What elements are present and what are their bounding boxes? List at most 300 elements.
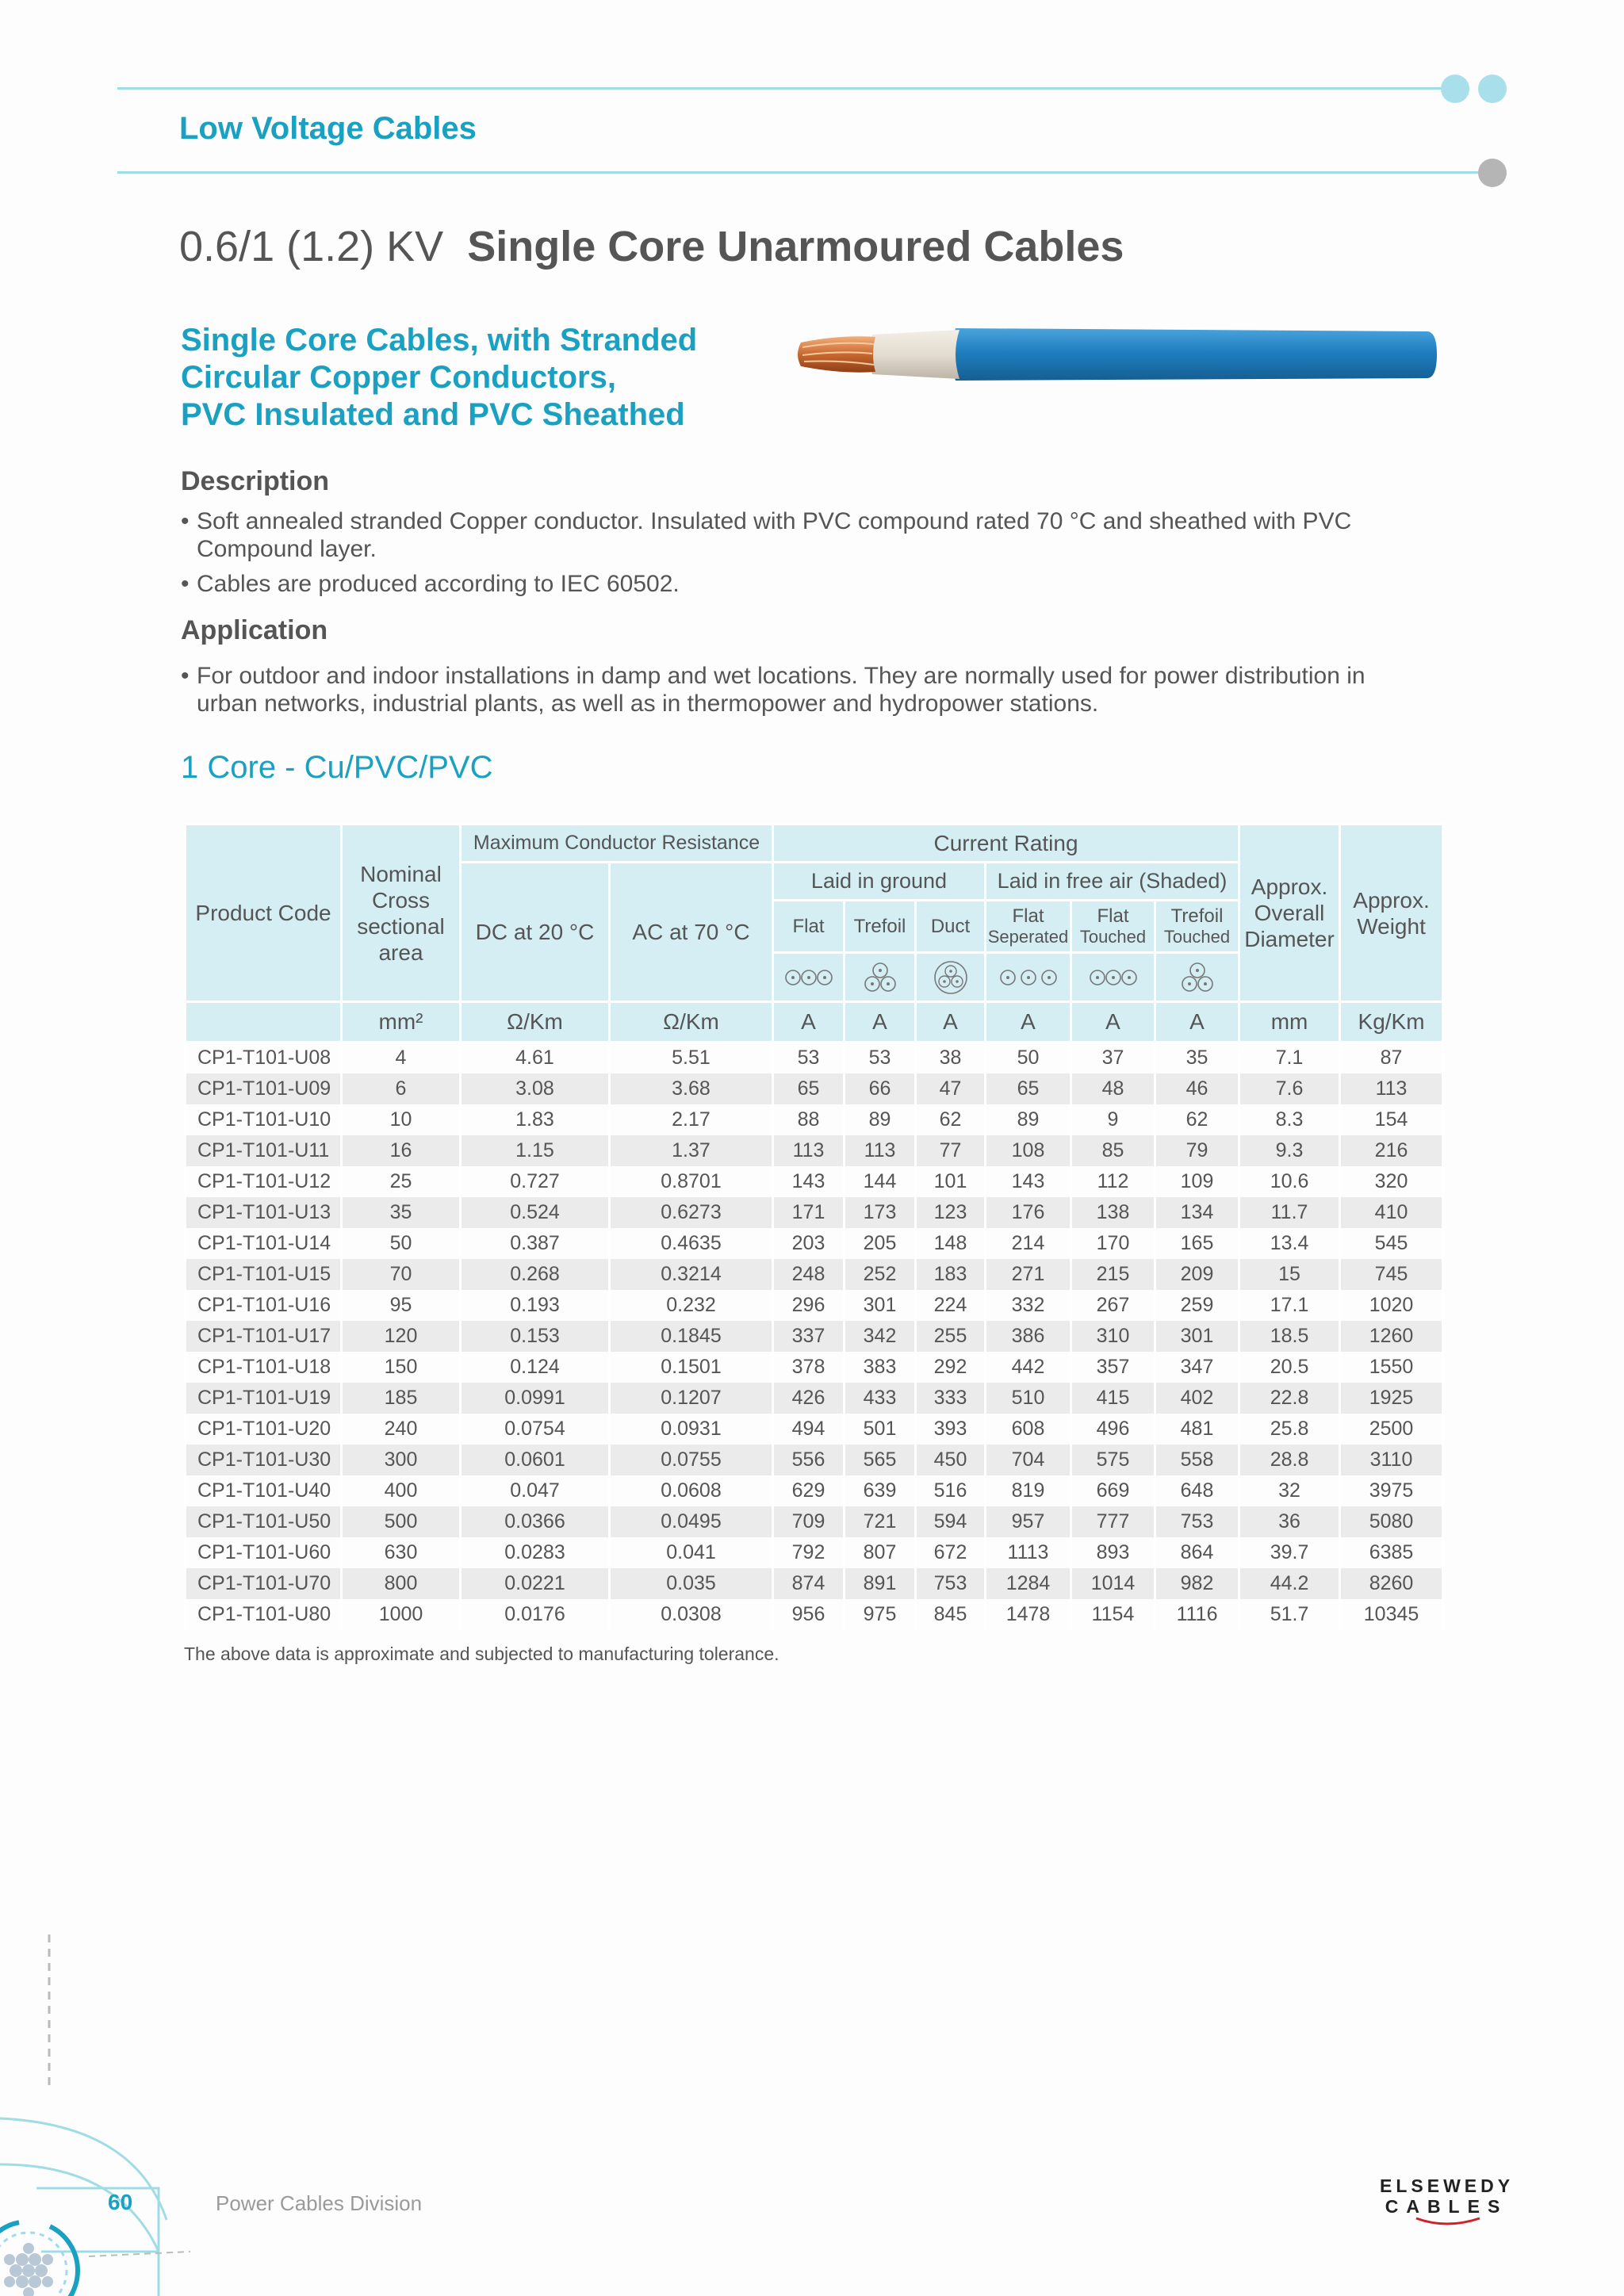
- header-diameter: Approx. Overall Diameter: [1239, 825, 1340, 1002]
- table-cell: 0.0601: [461, 1445, 610, 1475]
- table-row: [186, 1414, 1443, 1445]
- table-cell: 8260: [1340, 1568, 1443, 1599]
- table-cell: 320: [1340, 1166, 1443, 1197]
- table-cell: 10: [342, 1104, 461, 1135]
- table-cell: 36: [1239, 1506, 1340, 1537]
- product-code-cell: CP1-T101-U50: [186, 1506, 342, 1537]
- table-cell: 393: [916, 1414, 986, 1445]
- table-cell: 224: [916, 1290, 986, 1321]
- table-cell: 259: [1155, 1290, 1239, 1321]
- table-row: [186, 1599, 1443, 1630]
- table-cell: 101: [916, 1166, 986, 1197]
- table-cell: 88: [773, 1104, 845, 1135]
- table-cell: 4.61: [461, 1043, 610, 1073]
- table-cell: 120: [342, 1321, 461, 1352]
- table-cell: 16: [342, 1135, 461, 1166]
- table-row: [186, 1197, 1443, 1228]
- table-cell: 1925: [1340, 1383, 1443, 1414]
- unit-cell: Ω/Km: [461, 1002, 610, 1043]
- table-cell: 0.727: [461, 1166, 610, 1197]
- table-cell: 3975: [1340, 1475, 1443, 1506]
- application-heading: Application: [181, 615, 328, 645]
- table-cell: 13.4: [1239, 1228, 1340, 1259]
- table-cell: 11.7: [1239, 1197, 1340, 1228]
- table-cell: 10345: [1340, 1599, 1443, 1630]
- table-cell: 745: [1340, 1259, 1443, 1290]
- table-cell: 565: [845, 1445, 916, 1475]
- table-cell: 20.5: [1239, 1352, 1340, 1383]
- table-cell: 0.124: [461, 1352, 610, 1383]
- flat-touched-icon: [1071, 953, 1155, 1002]
- table-cell: 25.8: [1239, 1414, 1340, 1445]
- table-cell: 630: [342, 1537, 461, 1568]
- table-cell: 53: [845, 1043, 916, 1073]
- table-cell: 0.1501: [610, 1352, 773, 1383]
- bullet-icon: •: [181, 571, 190, 597]
- table-cell: 109: [1155, 1166, 1239, 1197]
- table-cell: 337: [773, 1321, 845, 1352]
- table-cell: 386: [986, 1321, 1071, 1352]
- unit-cell: mm²: [342, 1002, 461, 1043]
- page-number: 60: [108, 2190, 133, 2214]
- product-code-cell: CP1-T101-U70: [186, 1568, 342, 1599]
- header-flat: Flat: [773, 901, 845, 953]
- product-code-cell: CP1-T101-U16: [186, 1290, 342, 1321]
- table-cell: 594: [916, 1506, 986, 1537]
- table-cell: 87: [1340, 1043, 1443, 1073]
- table-cell: 442: [986, 1352, 1071, 1383]
- product-code-cell: CP1-T101-U19: [186, 1383, 342, 1414]
- product-code-cell: CP1-T101-U80: [186, 1599, 342, 1630]
- table-cell: 494: [773, 1414, 845, 1445]
- table-cell: 0.268: [461, 1259, 610, 1290]
- table-cell: 3110: [1340, 1445, 1443, 1475]
- table-cell: 0.0755: [610, 1445, 773, 1475]
- table-cell: 134: [1155, 1197, 1239, 1228]
- table-cell: 77: [916, 1135, 986, 1166]
- table-row: [186, 1537, 1443, 1568]
- table-cell: 0.3214: [610, 1259, 773, 1290]
- table-cell: 143: [773, 1166, 845, 1197]
- table-cell: 648: [1155, 1475, 1239, 1506]
- table-cell: 18.5: [1239, 1321, 1340, 1352]
- division-name: Power Cables Division: [216, 2191, 423, 2215]
- table-cell: 79: [1155, 1135, 1239, 1166]
- table-cell: 1478: [986, 1599, 1071, 1630]
- unit-cell: A: [916, 1002, 986, 1043]
- table-row: [186, 1073, 1443, 1104]
- table-cell: 203: [773, 1228, 845, 1259]
- product-code-cell: CP1-T101-U11: [186, 1135, 342, 1166]
- table-cell: 4: [342, 1043, 461, 1073]
- description-bullet: • Soft annealed stranded Copper conductor. Insulated with PVC compound rated 70 °C and sheathed with PVC Compound layer.: [181, 508, 1352, 562]
- table-cell: 3.08: [461, 1073, 610, 1104]
- product-code-cell: CP1-T101-U40: [186, 1475, 342, 1506]
- table-cell: 1284: [986, 1568, 1071, 1599]
- table-cell: 342: [845, 1321, 916, 1352]
- bullet-icon: •: [181, 508, 190, 534]
- bullet-icon: •: [181, 663, 190, 689]
- table-cell: 510: [986, 1383, 1071, 1414]
- product-code-cell: CP1-T101-U14: [186, 1228, 342, 1259]
- table-cell: 0.0176: [461, 1599, 610, 1630]
- table-cell: 300: [342, 1445, 461, 1475]
- table-cell: 1.37: [610, 1135, 773, 1166]
- table-cell: 0.047: [461, 1475, 610, 1506]
- table-cell: 956: [773, 1599, 845, 1630]
- table-cell: 89: [845, 1104, 916, 1135]
- table-cell: 1.15: [461, 1135, 610, 1166]
- table-cell: 893: [1071, 1537, 1155, 1568]
- table-cell: 410: [1340, 1197, 1443, 1228]
- table-cell: 777: [1071, 1506, 1155, 1537]
- table-cell: 35: [1155, 1043, 1239, 1073]
- table-cell: 721: [845, 1506, 916, 1537]
- header-nominal-area: Nominal Cross sectional area: [342, 825, 461, 1002]
- table-cell: 378: [773, 1352, 845, 1383]
- table-cell: 433: [845, 1383, 916, 1414]
- table-cell: 173: [845, 1197, 916, 1228]
- table-cell: 357: [1071, 1352, 1155, 1383]
- table-cell: 450: [916, 1445, 986, 1475]
- table-cell: 0.0308: [610, 1599, 773, 1630]
- table-cell: 252: [845, 1259, 916, 1290]
- product-code-cell: CP1-T101-U15: [186, 1259, 342, 1290]
- table-cell: 957: [986, 1506, 1071, 1537]
- description-heading: Description: [181, 466, 330, 496]
- trefoil-touched-icon: [1155, 953, 1239, 1002]
- table-cell: 292: [916, 1352, 986, 1383]
- table-cell: 240: [342, 1414, 461, 1445]
- table-row: [186, 1259, 1443, 1290]
- table-cell: 50: [342, 1228, 461, 1259]
- unit-cell: A: [986, 1002, 1071, 1043]
- table-cell: 481: [1155, 1414, 1239, 1445]
- table-cell: 0.0495: [610, 1506, 773, 1537]
- table-cell: 144: [845, 1166, 916, 1197]
- table-cell: 556: [773, 1445, 845, 1475]
- table-cell: 44.2: [1239, 1568, 1340, 1599]
- table-cell: 216: [1340, 1135, 1443, 1166]
- table-cell: 143: [986, 1166, 1071, 1197]
- flat-formation-icon: [773, 953, 845, 1002]
- table-cell: 333: [916, 1383, 986, 1414]
- table-cell: 819: [986, 1475, 1071, 1506]
- header-flat-touched: Flat Touched: [1071, 901, 1155, 953]
- table-cell: 0.0991: [461, 1383, 610, 1414]
- table-cell: 545: [1340, 1228, 1443, 1259]
- table-row: [186, 1166, 1443, 1197]
- table-cell: 47: [916, 1073, 986, 1104]
- header-rule: [117, 171, 1478, 174]
- product-code-cell: CP1-T101-U18: [186, 1352, 342, 1383]
- table-cell: 1154: [1071, 1599, 1155, 1630]
- table-cell: 28.8: [1239, 1445, 1340, 1475]
- product-code-cell: CP1-T101-U08: [186, 1043, 342, 1073]
- table-cell: 214: [986, 1228, 1071, 1259]
- table-cell: 25: [342, 1166, 461, 1197]
- product-code-cell: CP1-T101-U12: [186, 1166, 342, 1197]
- subtitle-line: Circular Copper Conductors,: [181, 360, 616, 395]
- table-cell: 271: [986, 1259, 1071, 1290]
- product-code-cell: CP1-T101-U10: [186, 1104, 342, 1135]
- table-row: [186, 1506, 1443, 1537]
- table-cell: 22.8: [1239, 1383, 1340, 1414]
- decorative-dot: [1441, 75, 1469, 103]
- table-cell: 65: [773, 1073, 845, 1104]
- table-cell: 5.51: [610, 1043, 773, 1073]
- table-cell: 975: [845, 1599, 916, 1630]
- unit-cell: A: [773, 1002, 845, 1043]
- header-laid-air: Laid in free air (Shaded): [986, 863, 1239, 901]
- table-cell: 800: [342, 1568, 461, 1599]
- table-cell: 426: [773, 1383, 845, 1414]
- header-trefoil: Trefoil: [845, 901, 916, 953]
- header-product-code: Product Code: [186, 825, 342, 1002]
- table-cell: 89: [986, 1104, 1071, 1135]
- table-cell: 39.7: [1239, 1537, 1340, 1568]
- subtitle-line: PVC Insulated and PVC Sheathed: [181, 397, 685, 432]
- unit-blank: [186, 1002, 342, 1043]
- cable-image: [793, 311, 1443, 398]
- table-cell: 575: [1071, 1445, 1155, 1475]
- description-bullet: • Cables are produced according to IEC 60502.: [181, 571, 680, 597]
- table-row: [186, 1043, 1443, 1073]
- table-cell: 753: [916, 1568, 986, 1599]
- table-cell: 608: [986, 1414, 1071, 1445]
- table-cell: 709: [773, 1506, 845, 1537]
- unit-cell: A: [1071, 1002, 1155, 1043]
- decorative-dot: [1478, 75, 1507, 103]
- product-code-cell: CP1-T101-U20: [186, 1414, 342, 1445]
- header-max-resistance: Maximum Conductor Resistance: [461, 825, 773, 863]
- table-row: [186, 1445, 1443, 1475]
- table-cell: 35: [342, 1197, 461, 1228]
- table-cell: 62: [1155, 1104, 1239, 1135]
- table-cell: 185: [342, 1383, 461, 1414]
- table-cell: 113: [773, 1135, 845, 1166]
- unit-cell: mm: [1239, 1002, 1340, 1043]
- table-row: [186, 1383, 1443, 1414]
- header-dc: DC at 20 °C: [461, 863, 610, 1002]
- table-cell: 845: [916, 1599, 986, 1630]
- table-cell: 0.0283: [461, 1537, 610, 1568]
- flat-seperated-icon: [986, 953, 1071, 1002]
- table-row: [186, 1568, 1443, 1599]
- spec-table-body: [186, 1043, 1443, 1630]
- table-cell: 85: [1071, 1135, 1155, 1166]
- table-row: [186, 1352, 1443, 1383]
- table-cell: 205: [845, 1228, 916, 1259]
- subtitle-line: Single Core Cables, with Stranded: [181, 323, 698, 358]
- header-ac: AC at 70 °C: [610, 863, 773, 1002]
- table-cell: 6: [342, 1073, 461, 1104]
- table-cell: 267: [1071, 1290, 1155, 1321]
- unit-cell: Kg/Km: [1340, 1002, 1443, 1043]
- table-cell: 0.0221: [461, 1568, 610, 1599]
- table-cell: 792: [773, 1537, 845, 1568]
- table-cell: 46: [1155, 1073, 1239, 1104]
- table-cell: 3.68: [610, 1073, 773, 1104]
- table-cell: 864: [1155, 1537, 1239, 1568]
- table-cell: 516: [916, 1475, 986, 1506]
- table-cell: 0.8701: [610, 1166, 773, 1197]
- table-cell: 15: [1239, 1259, 1340, 1290]
- table-cell: 891: [845, 1568, 916, 1599]
- table-cell: 70: [342, 1259, 461, 1290]
- table-cell: 112: [1071, 1166, 1155, 1197]
- table-row: [186, 1228, 1443, 1259]
- product-code-cell: CP1-T101-U17: [186, 1321, 342, 1352]
- table-cell: 209: [1155, 1259, 1239, 1290]
- table-cell: 0.1207: [610, 1383, 773, 1414]
- table-cell: 2.17: [610, 1104, 773, 1135]
- table-cell: 0.041: [610, 1537, 773, 1568]
- table-cell: 296: [773, 1290, 845, 1321]
- table-cell: 0.524: [461, 1197, 610, 1228]
- spec-table: [184, 823, 1444, 1630]
- section-title: Low Voltage Cables: [179, 111, 477, 146]
- table-cell: 123: [916, 1197, 986, 1228]
- table-cell: 496: [1071, 1414, 1155, 1445]
- header-flat-seperated: Flat Seperated: [986, 901, 1071, 953]
- table-cell: 639: [845, 1475, 916, 1506]
- logo-swoosh-icon: [1380, 2217, 1513, 2228]
- table-cell: 383: [845, 1352, 916, 1383]
- product-code-cell: CP1-T101-U30: [186, 1445, 342, 1475]
- table-cell: 108: [986, 1135, 1071, 1166]
- table-cell: 704: [986, 1445, 1071, 1475]
- table-cell: 8.3: [1239, 1104, 1340, 1135]
- table-cell: 0.0931: [610, 1414, 773, 1445]
- table-cell: 402: [1155, 1383, 1239, 1414]
- table-cell: 7.1: [1239, 1043, 1340, 1073]
- table-cell: 753: [1155, 1506, 1239, 1537]
- duct-formation-icon: [916, 953, 986, 1002]
- product-code-cell: CP1-T101-U60: [186, 1537, 342, 1568]
- table-cell: 51.7: [1239, 1599, 1340, 1630]
- table-row: [186, 1475, 1443, 1506]
- table-cell: 113: [845, 1135, 916, 1166]
- table-cell: 301: [845, 1290, 916, 1321]
- table-cell: 1020: [1340, 1290, 1443, 1321]
- table-cell: 150: [342, 1352, 461, 1383]
- table-cell: 0.0366: [461, 1506, 610, 1537]
- table-cell: 0.153: [461, 1321, 610, 1352]
- header-trefoil-touched: Trefoil Touched: [1155, 901, 1239, 953]
- table-cell: 807: [845, 1537, 916, 1568]
- table-cell: 215: [1071, 1259, 1155, 1290]
- table-cell: 5080: [1340, 1506, 1443, 1537]
- decorative-dot-gray: [1478, 159, 1507, 187]
- table-cell: 7.6: [1239, 1073, 1340, 1104]
- table-cell: 113: [1340, 1073, 1443, 1104]
- table-cell: 0.1845: [610, 1321, 773, 1352]
- table-cell: 0.193: [461, 1290, 610, 1321]
- table-row: [186, 1135, 1443, 1166]
- table-title: 1 Core - Cu/PVC/PVC: [181, 750, 493, 785]
- table-cell: 0.035: [610, 1568, 773, 1599]
- table-cell: 400: [342, 1475, 461, 1506]
- table-cell: 255: [916, 1321, 986, 1352]
- table-cell: 154: [1340, 1104, 1443, 1135]
- table-cell: 138: [1071, 1197, 1155, 1228]
- table-cell: 669: [1071, 1475, 1155, 1506]
- table-cell: 1000: [342, 1599, 461, 1630]
- table-cell: 629: [773, 1475, 845, 1506]
- table-cell: 38: [916, 1043, 986, 1073]
- unit-cell: Ω/Km: [610, 1002, 773, 1043]
- table-cell: 301: [1155, 1321, 1239, 1352]
- trefoil-formation-icon: [845, 953, 916, 1002]
- table-cell: 332: [986, 1290, 1071, 1321]
- table-cell: 1113: [986, 1537, 1071, 1568]
- table-cell: 501: [845, 1414, 916, 1445]
- table-cell: 171: [773, 1197, 845, 1228]
- header-laid-ground: Laid in ground: [773, 863, 986, 901]
- table-cell: 9.3: [1239, 1135, 1340, 1166]
- decorative-cable-graphic: [0, 1927, 190, 2296]
- table-cell: 1014: [1071, 1568, 1155, 1599]
- table-cell: 672: [916, 1537, 986, 1568]
- table-cell: 53: [773, 1043, 845, 1073]
- table-cell: 170: [1071, 1228, 1155, 1259]
- table-cell: 248: [773, 1259, 845, 1290]
- table-cell: 415: [1071, 1383, 1155, 1414]
- table-cell: 310: [1071, 1321, 1155, 1352]
- application-bullet: • For outdoor and indoor installations in damp and wet locations. They are normally used for power distribution in urban networks, industrial plants, as well as in thermopower and hydropower stations.: [181, 663, 1365, 717]
- table-row: [186, 1104, 1443, 1135]
- table-cell: 165: [1155, 1228, 1239, 1259]
- table-cell: 183: [916, 1259, 986, 1290]
- table-cell: 148: [916, 1228, 986, 1259]
- table-cell: 50: [986, 1043, 1071, 1073]
- header-current-rating: Current Rating: [773, 825, 1239, 863]
- table-cell: 1260: [1340, 1321, 1443, 1352]
- table-cell: 1.83: [461, 1104, 610, 1135]
- table-cell: 0.387: [461, 1228, 610, 1259]
- table-cell: 17.1: [1239, 1290, 1340, 1321]
- page-title: [179, 222, 1124, 271]
- table-cell: 0.0608: [610, 1475, 773, 1506]
- table-note: The above data is approximate and subjected to manufacturing tolerance.: [184, 1644, 779, 1664]
- table-cell: 1116: [1155, 1599, 1239, 1630]
- table-cell: 176: [986, 1197, 1071, 1228]
- table-cell: 10.6: [1239, 1166, 1340, 1197]
- unit-cell: A: [1155, 1002, 1239, 1043]
- table-cell: 874: [773, 1568, 845, 1599]
- table-cell: 48: [1071, 1073, 1155, 1104]
- table-cell: 982: [1155, 1568, 1239, 1599]
- unit-cell: A: [845, 1002, 916, 1043]
- elsewedy-logo: ELSEWEDY CABLES: [1380, 2175, 1513, 2228]
- table-row: [186, 1321, 1443, 1352]
- top-rule: [117, 87, 1454, 90]
- table-cell: 9: [1071, 1104, 1155, 1135]
- table-cell: 32: [1239, 1475, 1340, 1506]
- header-duct: Duct: [916, 901, 986, 953]
- product-code-cell: CP1-T101-U09: [186, 1073, 342, 1104]
- voltage-rating: 0.6/1 (1.2) KV: [179, 223, 444, 270]
- product-name: Single Core Unarmoured Cables: [467, 223, 1124, 270]
- table-cell: 37: [1071, 1043, 1155, 1073]
- table-row: [186, 1290, 1443, 1321]
- table-cell: 66: [845, 1073, 916, 1104]
- product-code-cell: CP1-T101-U13: [186, 1197, 342, 1228]
- table-cell: 558: [1155, 1445, 1239, 1475]
- table-cell: 500: [342, 1506, 461, 1537]
- header-weight: Approx. Weight: [1340, 825, 1443, 1002]
